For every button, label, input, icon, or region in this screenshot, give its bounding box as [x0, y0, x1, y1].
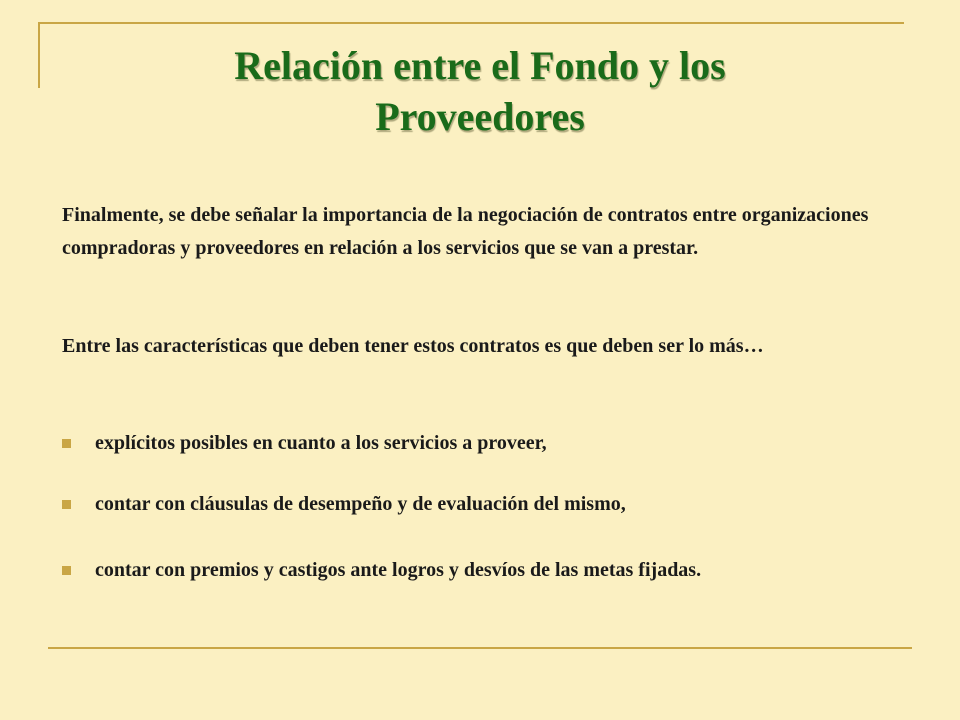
bullet-item [62, 488, 922, 521]
top-rule [40, 22, 904, 24]
slide-title [60, 40, 900, 142]
bottom-rule [48, 647, 912, 649]
bullet-item [62, 554, 922, 587]
bullet-item [62, 427, 922, 460]
title-line-1: Relación entre el Fondo y los [234, 43, 726, 88]
bullet-text: explícitos posibles en cuanto a los servicios a proveer, [95, 432, 547, 454]
bullet-text: contar con premios y castigos ante logros y desvíos de las metas fijadas. [95, 559, 702, 581]
square-bullet-icon [62, 500, 71, 509]
left-rule [38, 22, 40, 88]
title-line-2: Proveedores [375, 94, 585, 139]
intro-paragraph: Finalmente, se debe señalar la importancia de la negociación de contratos entre organizaciones compradoras y proveedores en relación a los servicios que se van a prestar. [62, 204, 869, 259]
square-bullet-icon [62, 566, 71, 575]
square-bullet-icon [62, 439, 71, 448]
bullet-text: contar con cláusulas de desempeño y de evaluación del mismo, [95, 493, 626, 515]
characteristics-paragraph: Entre las características que deben tener estos contratos es que deben ser lo más… [62, 335, 764, 357]
